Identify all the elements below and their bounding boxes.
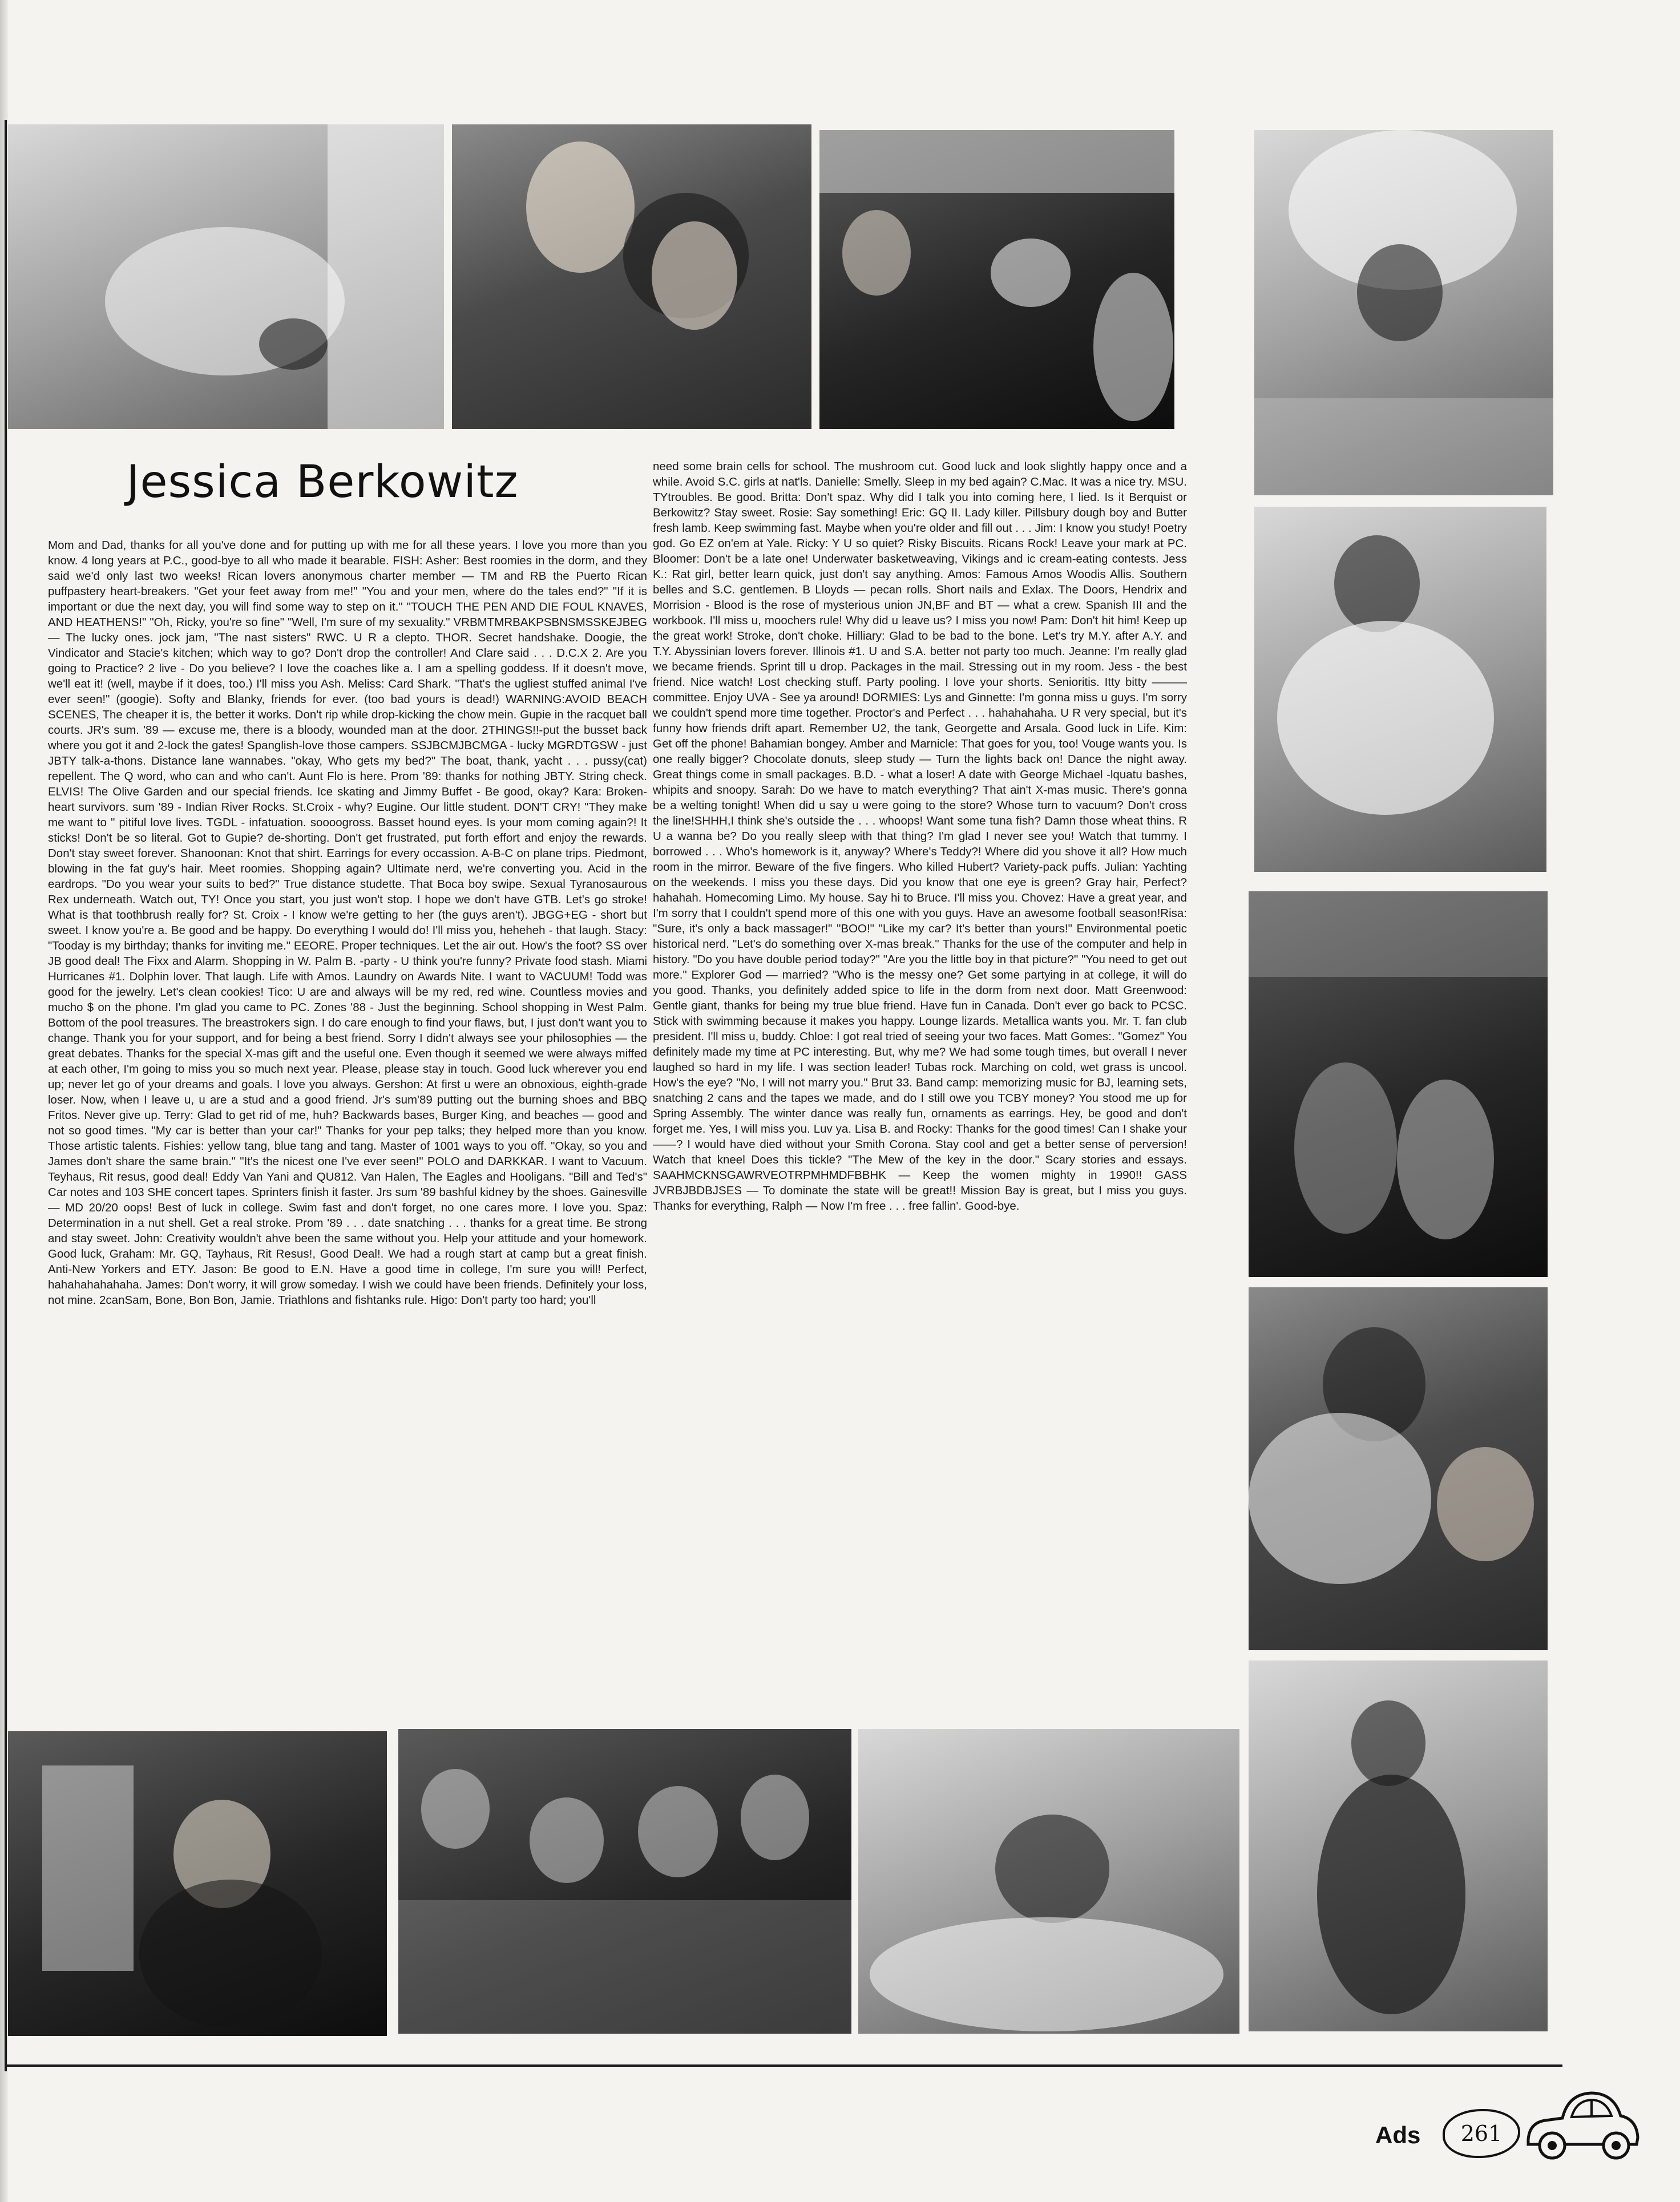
two-friends-laughing-photo bbox=[1249, 1287, 1548, 1650]
upside-down-on-bed-photo bbox=[1254, 130, 1553, 495]
girl-in-party-dress-photo bbox=[1249, 1660, 1548, 2031]
tribute-text-right-column: need some brain cells for school. The mushroom cut. Good luck and look slightly happy once and a while. Avoid S.C. girls at nat'ls. Danielle: Smelly. Sleep in my bed again? C.Mac. It was a nice try. MSU. TYtroubles. Be good. Britta: Don't spaz. Why did I talk you into coming here, I lied. Is it Berquist or Berkowitz? Stay sweet. Rosie: Say something! Eric: GQ II. Lady killer. Pillsbury dough boy and Butter fresh lamb. Keep swimming fast. Maybe when you're older and fill out . . . Jim: I know you study! Poetry god. Go EZ on'em at Yale. Ricky: Y U so quiet? Risky Biscuits. Ricans Rock! Leave your mark at PC. Bloomer: Don't be a late one! Underwater basketweaving, Vikings and ic cream-eating contests. Jess K.: Rat girl, better learn quick, just don't say anything. Amos: Famous Amos Woodis Allis. Southern belles and S.C. gentlemen. B Lloyds — pecan rolls. Short nails and Exlax. The Doors, Hendrix and Morrision - Blood is the rose of mysterious union JN,BF and BT — what a crew. Spanish III and the workbook. I'll miss u, moochers rule! Why did u leave us? I miss you now! Pam: Don't hit him! Keep up the great work! Stroke, don't choke. Hilliary: Glad to be bad to the bone. Let's try M.Y. after A.Y. and T.Y. Abyssinian lovers forever. Illinois #1. U and S.A. better not party too much. Jeanne: I'm really glad we became friends. Sprint till u drop. Packages in the mail. Stressing out in my room. Jess - the best friend. Nice watch! Lost checking stuff. Party pooling. I love your shorts. Senioritis. Itty bitty ——— committee. Enjoy UVA - See ya around! DORMIES: Lys and Ginnette: I'm gonna miss u guys. I'm sorry we couldn't spend more time together. Proctor's and Perfect . . . hahahahaha. U R very special, but it's funny how friends drift apart. Remember U2, the tank, Georgette and Arsala. Good luck in Life. Kim: Get off the phone! Bahamian bongey. Amber and Marnicle: That goes for you, too! Vouge wants you. Is one really bigger? Chocolate donuts, sleep study — Turn the lights back on! Dance the night away. Great things come in small packages. B.D. - what a loser! A date with George Michael -lquatu bashes, whipits and snoopy. Sarah: Do we have to match everything? That ain't X-mas music. There's gonna be a welting tonight! When did u say u were going to the store? Whose turn to vacuum? Don't cross the line!SHHH,I think she's outside the . . . whoops! Want some tuna fish? Damn those wheat thins. R U a wanna be? Do you really sleep with that thing? I'm glad I never see you! Watch that tummy. I borrowed . . . Who's homework is it, anyway? Where's Teddy?! Where did you shove it all? How much room in the mirror. Beware of the five fingers. Who killed Hubert? Variety-pack puffs. Julian: Yachting on the weekends. I miss you these days. Did you know that one eye is green? Gray hair, Perfect?hahahah. Homecoming Limo. My house. Say hi to Bruce. I'll miss you. Chovez: Have a great year, and I'm sorry that I couldn't spend more of this one with you guys. Have an awesome football season!Risa: "Sure, it's only a back massager!" "BOO!" "Like my car? It's better than yours!" Environmental poetic historical nerd. "Let's do something over X-mas break." Thanks for the use of the computer and help in history. "Do you have double period today?" "Are you the little boy in that picture?" "You need to get out more." Explorer God — married? "Who is the messy one? Get some partying in at college, it will do you good. Thanks, you definitely added spice to life in the dorm from next door. Matt Greenwood: Gentle giant, thanks for being my true blue friend. Have fun in Canada. Don't ever go back to PCSC. Stick with swimming because it makes you happy. Lounge lizards. Metallica wants you. Mr. T. fan club president. I'll miss u, buddy. Chloe: I got real tried of seeing your two faces. Matt Gomes:. "Gomez" You definitely made my time at PC interesting. But, why me? We had some tough times, but overall I never laughed so hard in my life. I was section leader! Tubas rock. Marching on cold, wet grass is uncool. How's the eye? "No, I will not marry you." Brut 33. Band camp: memorizing music for BJ, learning sets, snatching 2 cans and the tapes we made, and do I still owe you TCBY money? You stood me up for Spring Assembly. The winter dance was really fun, ornaments as earrings. Hey, be good and don't forget me. Yes, I will miss you. Luv ya. Lisa B. and Rocky: Thanks for the good times! Can I shake your ——? I would have died without your Smith Corona. Stay cool and get a better sense of perversion! Watch that kneel Does this tickle? "The Mew of the key in the door." Scary stories and essays. SAAHMCKNSGAWRVEOTRPMHMDFBBHK — Keep the women mighty in 1990!! GASS JVRBJBDBJSES — To dominate the state will be great!! Mission Bay is great, but I miss you guys. Thanks for everything, Ralph — Now I'm free . . . free fallin'. Good-bye. bbox=[653, 460, 1187, 1213]
bottom-rule bbox=[5, 2064, 1562, 2067]
pair-in-gym-photo bbox=[1249, 891, 1548, 1277]
tribute-text-left-column: Mom and Dad, thanks for all you've done and for putting up with me for all these years. I love you more than you know. 4 long years at P.C., good-bye to all who made it bearable. FISH: Asher: Best roomies in the dorm, and they said we'd only last two weeks! Rican lovers anonymous charter member — TM and RB the Puerto Rican puffpastery heart-breakers. "Get your feet away from me!" "You and your men, where do the tales end?" "If it is important or due the next day, you will find some way to step on it." "TOUCH THE PEN AND DIE FOUL KNAVES, AND HEATHENS!" "Oh, Ricky, you're so fine" "Well, I'm sure of my sexuality." VRBMTMRBAKPSBNSMSSKEJBEG — The lucky ones. jock jam, "The nast sisters" RWC. U R a clepto. THOR. Secret handshake. Doogie, the Vindicator and Stacie's kitchen; which way to go? Don't drop the controller! And Clare said . . . D.C.X 2. Are you going to Practice? 2 live - Do you believe? I love the coaches like a. I am a spelling goddess. If it doesn't move, we'll eat it! (well, maybe if it does, too.) I'll miss you Ash. Meliss: Card Shark. "That's the ugliest stuffed animal I've ever seen!" (googie). Softy and Blanky, friends for ever. (too bad yours is dead!) WARNING:AVOID BEACH SCENES, The cheaper it is, the better it works. Don't rip while drop-kicking the chow mein. Gupie in the racquet ball courts. JR's sum. '89 — excuse me, there is a bloody, wounded man at the door. 2THINGS!!-put the busset back where you got it and 2-lock the gates! Spanglish-love those campers. SSJBCMJBCMGA - lucky MGRDTGSW - just JBTY talk-a-thons. Distance lane wannabes. "okay, Who gets my bed?" The boat, thank, yacht . . . pussy(cat) repellent. The Q word, who can and who can't. Aunt Flo is here. Prom '89: thanks for nothing JBTY. String check. ELVIS! The Olive Garden and our special friends. Ice skating and Jimmy Buffet - Be good, okay? Kara: Broken-heart survivors. sum '89 - Indian River Rocks. St.Croix - why? Eugine. Our little student. DON'T CRY! "They make me want to " pitiful love lives. TGDL - infatuation. soooogross. Basset hound eyes. Is your mom coming again?! It sticks! Don't be so literal. Got to Gupie? de-shorting. Don't get frustrated, put forth effort and enjoy the rewards. Don't stay sweet forever. Shanoonan: Knot that shirt. Earrings for every occassion. A-B-C on plane trips. Piedmont, blowing in the fat guy's hair. Meet roomies. Shopping again? Ultimate nerd, we're converting you. Acid in the eardrops. "Do you wear your suits to bed?" True distance studette. That Boca boy swipe. Sexual Tyranosaurous Rex underneath. Watch out, TY! Once you start, you just won't stop. I hope we don't have GTB. Let's go stroke! What is that toothbrush really for? St. Croix - I know we're getting to her (the guys aren't). JBGG+EG - short but sweet. I know you're a. Be good and be happy. Do everything I would do! I'll miss you, heheheh - that laugh. Stacy: "Tooday is my birthday; thanks for inviting me." EEORE. Proper techniques. Let the air out. How's the foot? SS over JB good deal! The Fixx and Alarm. Shopping in W. Palm B. -party - U think you're funny? Private food stash. Miami Hurricanes #1. Dolphin lover. That laugh. Life with Amos. Laundry on Awards Nite. I want to VACUUM! Todd was good for the jewelry. Let's clean cookies! Tico: U are and always will be my red, red wine. Countless movies and mucho $ on the phone. I'm glad you came to PC. Zones '88 - Just the beginning. School shopping in West Palm. Bottom of the pool treasures. The breastrokers sign. I do care enough to find your flaws, but, I just don't want you to change. Thank you for your support, and for being a best friend. Sorry I didn't always see your philosophies — the great debates. Thanks for the special X-mas gift and the useful one. Even though it seemed we were always miffed at each other, I'm going to miss you so much next year. Please, please stay in touch. Good luck wherever you end up; never let go of your dreams and goals. I love you always. Gershon: At first u were an obnoxious, eighth-grade loser. Now, when I leave u, u are a stud and a good friend. Jr's sum'89 putting out the burning shoes and BBQ Fritos. Never give up. Terry: Glad to get rid of me, huh? Backwards bases, Burger King, and beaches — good and not so good times. "My car is better than your car!" Thanks for your pep talks; they helped more than you know. Those artistic talents. Fishies: yellow tang, blue tang and tang. Master of 1001 ways to you off. "Okay, so you and James don't share the same brain." "It's the nicest one I've ever seen!" POLO and DARKKAR. I want to Vacuum. Teyhaus, Rit resus, good deal! Eddy Van Yani and QU812. Van Halen, The Eagles and Hooligans. "Bill and Ted's" Car notes and 103 SHE concert tapes. Sprinters finish it faster. Jrs sum '89 bashful kidney by the shoes. Gainesville — MD 20/20 oops! Best of luck in college. Swim fast and don't forget, no one cares more. I love you. Spaz: Determination in a nut shell. Get a real stroke. Prom '89 . . . date snatching . . . thanks for a great time. Be strong and stay sweet. John: Creativity wouldn't ahve been the same without you. Help your attitude and your homework. Good luck, Graham: Mr. GQ, Tayhaus, Rit Resus!, Good Deal!. We had a rough start at camp but a great finish. Anti-New Yorkers and ETY. Jason: Be good to E.N. Have a good time in college, I'm sure you will! Perfect, hahahahahahaha. James: Don't worry, it will grow someday. I wish we could have been friends. Definitely your loss, not mine. 2canSam, Bone, Bon Bon, Jamie. Triathlons and fishtanks rule. Higo: Don't party too hard; you'll bbox=[48, 539, 647, 1307]
section-label: Ads bbox=[1375, 2122, 1421, 2148]
page-title: Jessica Berkowitz bbox=[126, 456, 519, 508]
two-friends-hugging-photo bbox=[452, 124, 811, 429]
kneeling-boy-photo bbox=[8, 1731, 387, 2036]
friend-in-white-tshirt-photo bbox=[1254, 507, 1546, 872]
group-of-friends-photo bbox=[819, 130, 1174, 429]
swim-team-group-photo bbox=[398, 1729, 851, 2034]
page-number bbox=[1443, 2109, 1520, 2158]
girl-lying-on-bed-photo bbox=[858, 1729, 1239, 2034]
page-number-text: 261 bbox=[1460, 2121, 1503, 2146]
dorm-bed-sleeper-photo bbox=[8, 124, 444, 429]
left-margin-rule bbox=[5, 120, 7, 2071]
cartoon-car-icon bbox=[1522, 2083, 1642, 2163]
